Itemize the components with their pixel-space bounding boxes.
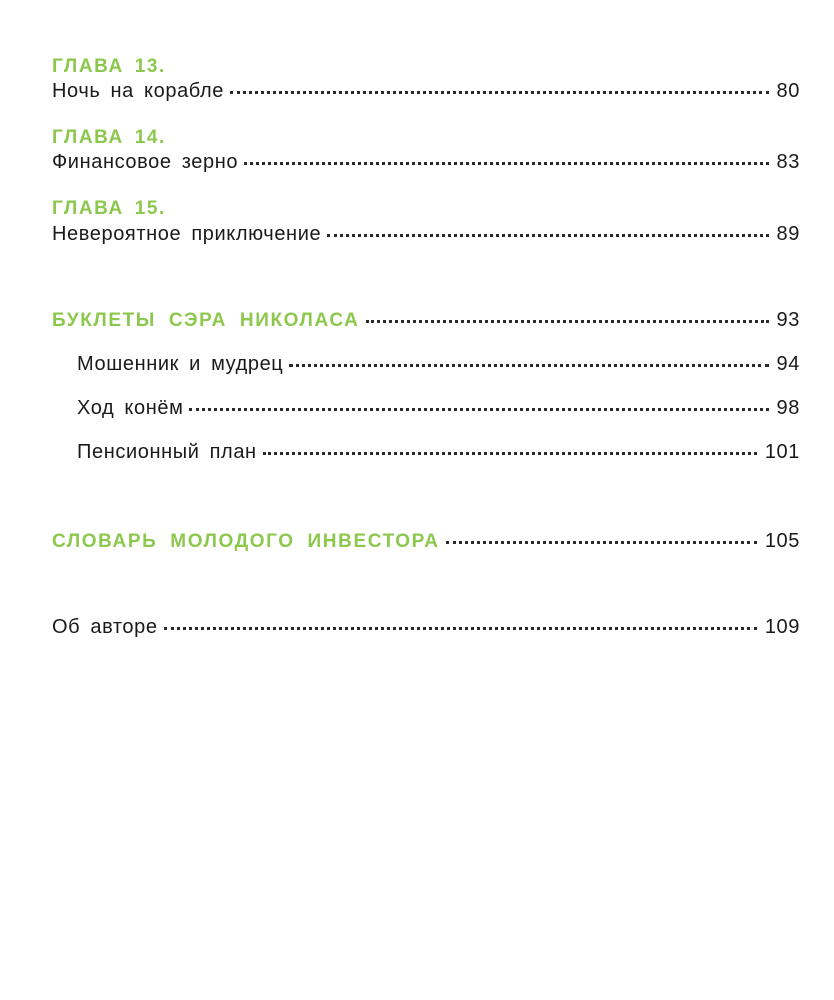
toc-section-dictionary[interactable] — [52, 530, 800, 562]
toc-entry-title: Ночь на корабле — [52, 80, 224, 102]
toc-subentry[interactable] — [77, 353, 800, 385]
chapter-heading: ГЛАВА 13. — [52, 56, 166, 77]
dot-leader — [244, 162, 768, 165]
toc-entry[interactable] — [52, 223, 800, 255]
toc-entry-page: 94 — [776, 353, 800, 375]
dot-leader — [446, 541, 757, 544]
toc-entry-title: Пенсионный план — [77, 441, 257, 463]
toc-entry-title: Невероятное приключение — [52, 223, 322, 245]
toc-entry-page: 80 — [776, 80, 800, 102]
toc-entry-page: 93 — [776, 309, 800, 331]
dot-leader — [164, 627, 757, 630]
dot-leader — [263, 452, 757, 455]
toc-entry-title: Об авторе — [52, 616, 158, 638]
dot-leader — [189, 408, 768, 411]
toc-entry[interactable] — [52, 151, 800, 183]
toc-entry-page: 101 — [764, 441, 800, 463]
section-title: СЛОВАРЬ МОЛОДОГО ИНВЕСТОРА — [52, 531, 440, 552]
toc-entry[interactable] — [52, 80, 800, 112]
toc-entry-page: 109 — [764, 616, 800, 638]
toc-entry-title: Ход конём — [77, 397, 184, 419]
chapter-heading: ГЛАВА 15. — [52, 198, 166, 219]
dot-leader — [366, 320, 769, 323]
section-title: БУКЛЕТЫ СЭРА НИКОЛАСА — [52, 310, 360, 331]
toc-subentry[interactable] — [77, 397, 800, 429]
toc-entry-page: 105 — [764, 530, 800, 552]
toc-entry-about[interactable] — [52, 616, 800, 648]
dot-leader — [230, 91, 769, 94]
chapter-heading: ГЛАВА 14. — [52, 127, 166, 148]
toc-subentry[interactable] — [77, 441, 800, 473]
toc-entry-page: 89 — [776, 223, 800, 245]
toc-entry-title: Мошенник и мудрец — [77, 353, 284, 375]
toc-entry-title: Финансовое зерно — [52, 151, 239, 173]
dot-leader — [327, 234, 768, 237]
toc-entry-page: 98 — [776, 397, 800, 419]
toc-entry-page: 83 — [776, 151, 800, 173]
dot-leader — [289, 364, 768, 367]
toc-section-booklets[interactable] — [52, 309, 800, 341]
